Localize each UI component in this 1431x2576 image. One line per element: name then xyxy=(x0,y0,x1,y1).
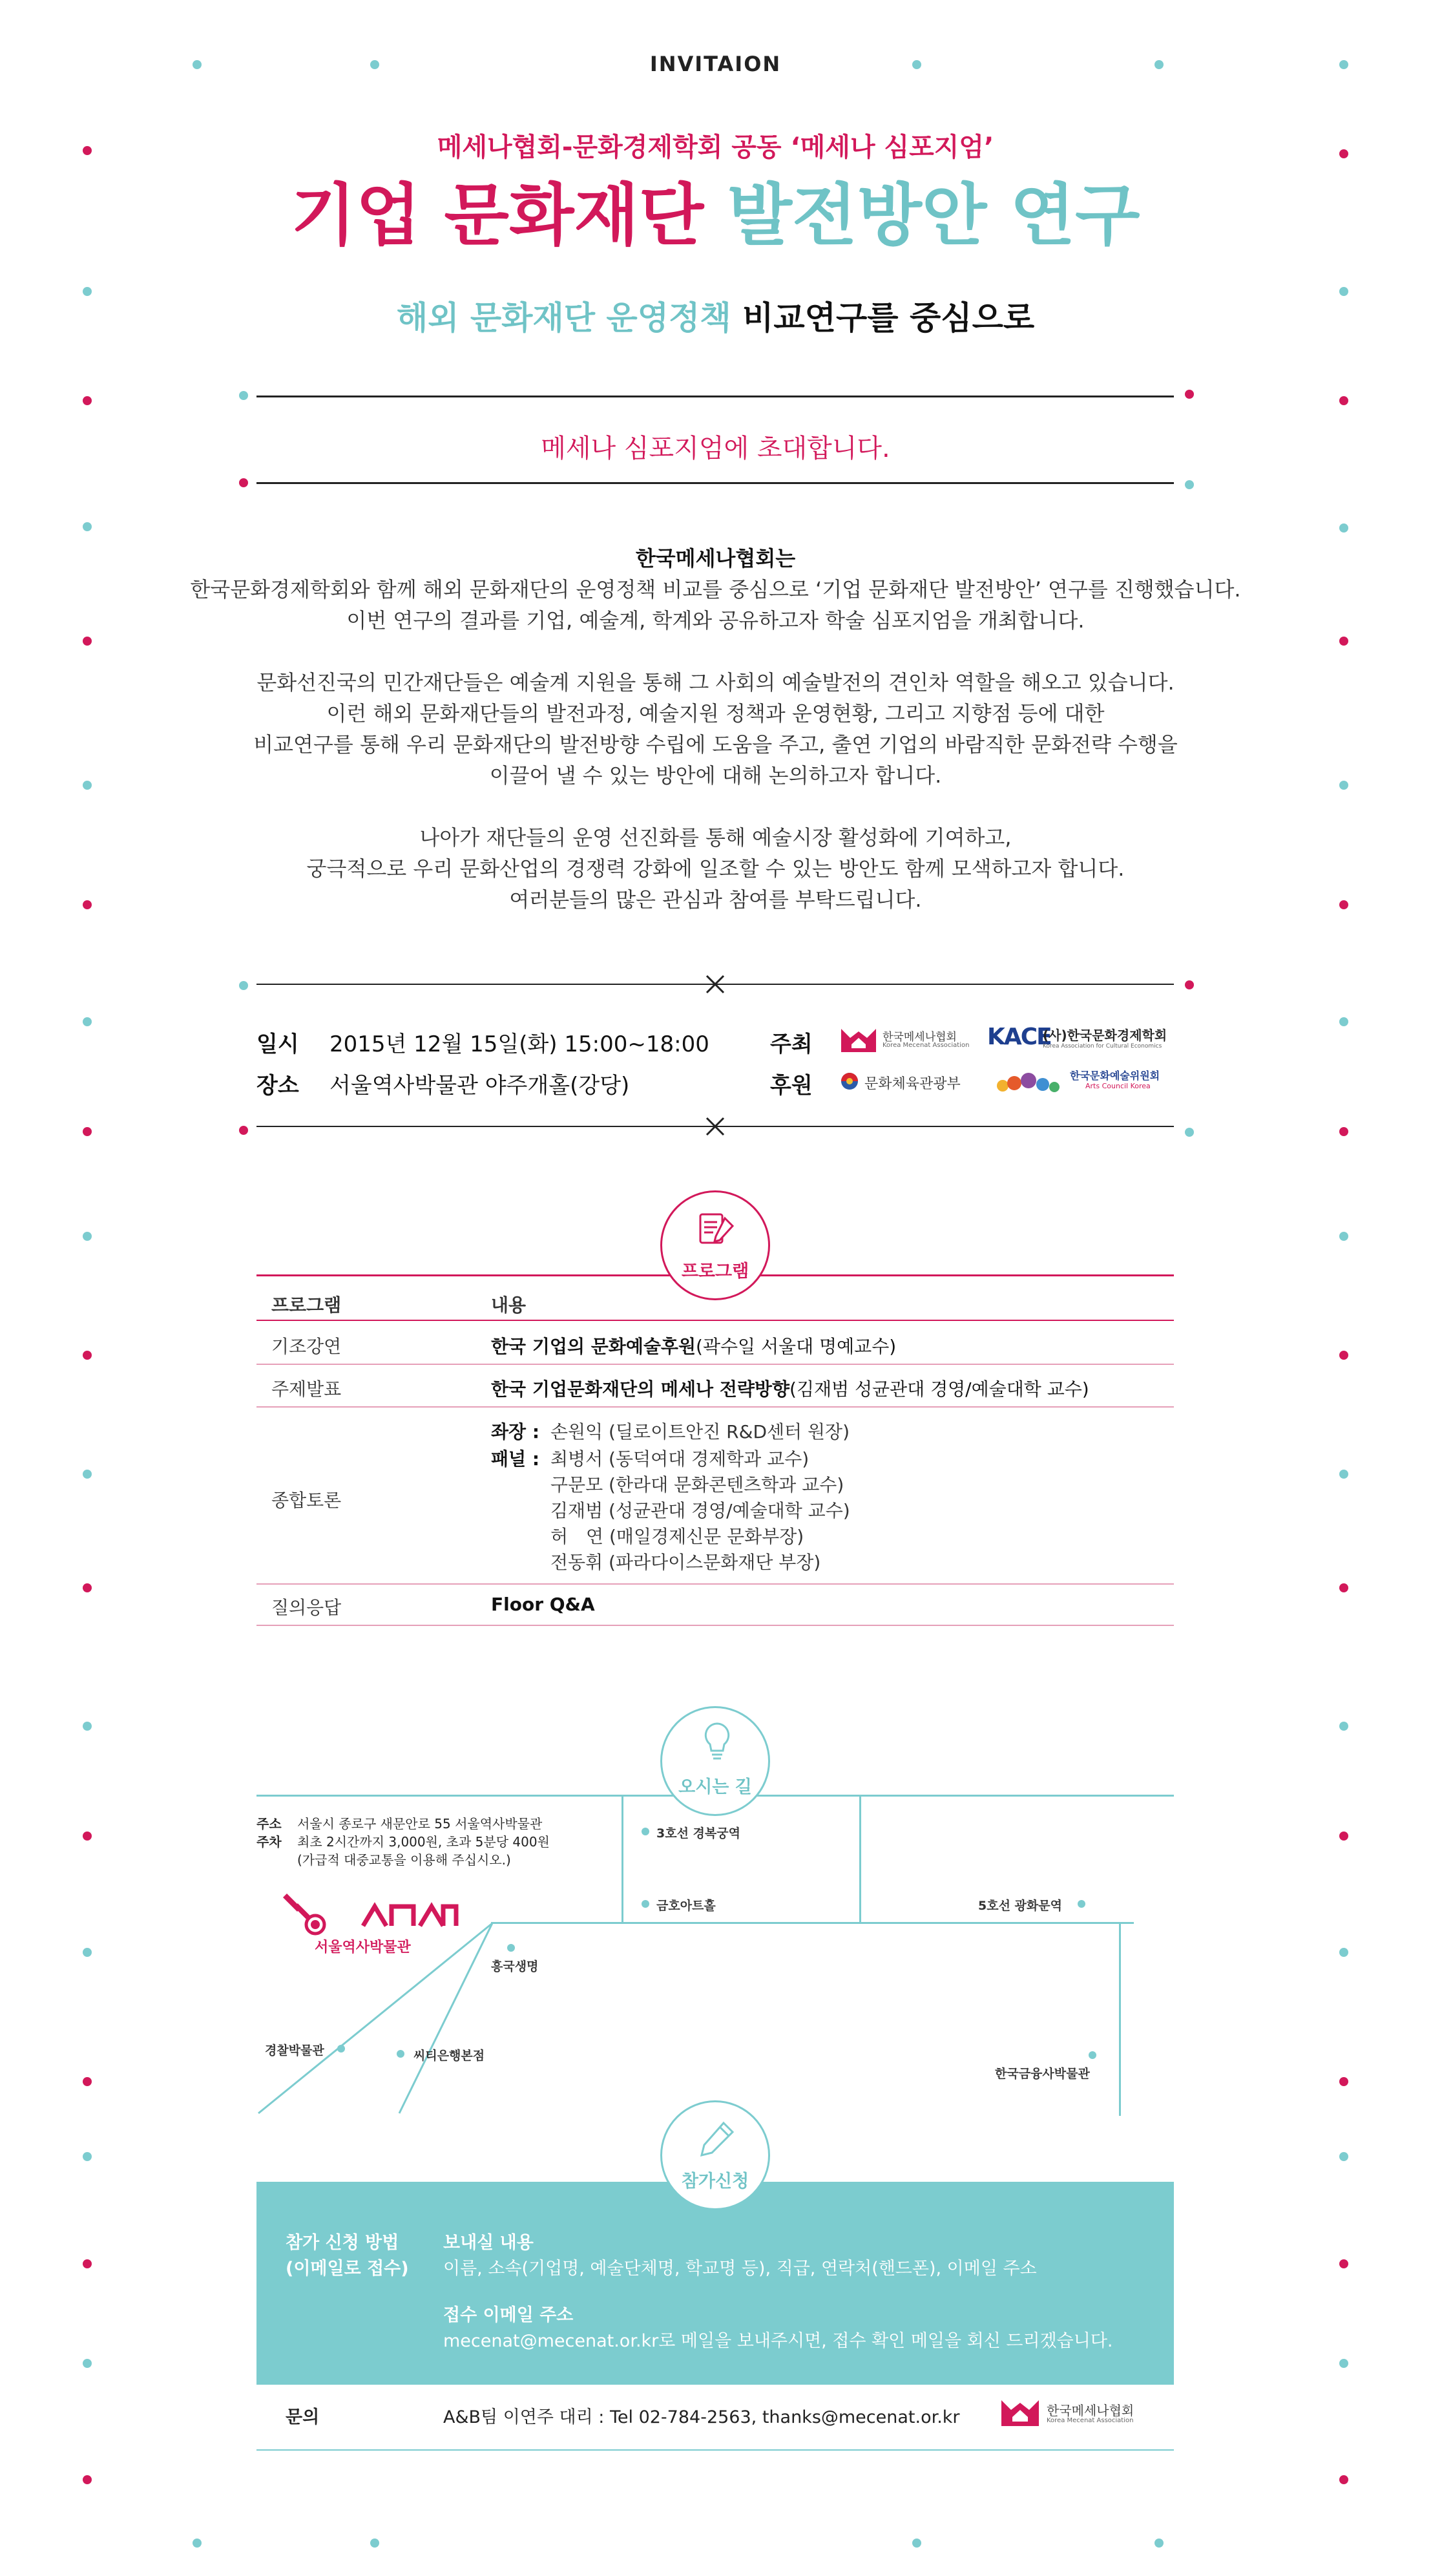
intro-text xyxy=(0,543,1431,915)
contact-label: 문의 xyxy=(286,2407,320,2427)
footer-org-name-en: Korea Mecenat Association xyxy=(1047,2417,1134,2424)
landmark-dot xyxy=(1078,1900,1085,1908)
intro-line: 이번 연구의 결과를 기업, 예술계, 학계와 공유하고자 학술 심포지엄을 개최합니다. xyxy=(346,608,1085,633)
landmark-dot xyxy=(642,1828,649,1835)
panelist: 전동휘 (파라다이스문화재단 부장) xyxy=(550,1552,821,1573)
cross-ornament-icon xyxy=(704,975,726,994)
row-divider xyxy=(256,1406,1174,1408)
landmark-dot xyxy=(642,1900,649,1908)
intro-line: 여러분들의 많은 관심과 참여를 부탁드립니다. xyxy=(509,887,922,912)
row-content-speaker: (곽수일 서울대 명예교수) xyxy=(696,1336,897,1357)
row-program-name: 기조강연 xyxy=(271,1336,342,1357)
row-divider xyxy=(256,1625,1174,1626)
page-tagline xyxy=(0,292,1431,339)
landmark-label: 경찰박물관 xyxy=(265,2043,324,2058)
intro-line: 비교연구를 통해 우리 문화재단의 발전방향 수립에 도움을 주고, 출연 기업의 바람직한 문화전략 수행을 xyxy=(253,732,1178,757)
apply-method-label: 참가 신청 방법 xyxy=(286,2233,399,2253)
landmark-dot xyxy=(507,1944,515,1952)
parking-note: (가급적 대중교통을 이용해 주십시오.) xyxy=(297,1852,511,1868)
divider xyxy=(256,396,1174,397)
row-divider xyxy=(256,1583,1174,1585)
landmark-label: 한국금융사박물관 xyxy=(995,2067,1090,2081)
landmark-label: 씨티은행본점 xyxy=(413,2049,485,2063)
address-value: 서울시 종로구 새문안로 55 서울역사박물관 xyxy=(297,1816,543,1832)
event-subtitle: 메세나협회-문화경제학회 공동 ‘메세나 심포지엄’ xyxy=(437,132,994,162)
send-content-text: 이름, 소속(기업명, 예술단체명, 학교명 등), 직급, 연락처(핸드폰), 이메일 주소 xyxy=(443,2259,1037,2279)
title-part-2: 발전방안 연구 xyxy=(727,176,1140,255)
sponsor-label: 후원 xyxy=(770,1073,813,1099)
receive-email-title: 접수 이메일 주소 xyxy=(443,2305,574,2325)
title-part-1: 기업 문화재단 xyxy=(291,176,704,255)
panelist: 구문모 (한라대 문화콘텐츠학과 교수) xyxy=(550,1474,844,1495)
row-content-title: 한국 기업의 문화예술후원 xyxy=(491,1336,696,1357)
map-road xyxy=(621,1796,623,1923)
row-content xyxy=(491,1375,1089,1401)
landmark-dot xyxy=(397,2050,404,2058)
intro-line: 한국문화경제학회와 함께 해외 문화재단의 운영정책 비교를 중심으로 ‘기업 문화재단 발전방안’ 연구를 진행했습니다. xyxy=(190,577,1241,602)
sponsor-mcst-logo xyxy=(840,1069,988,1095)
cross-ornament-icon xyxy=(704,1117,726,1136)
mecenat-logo-icon xyxy=(1000,2399,1040,2427)
row-content-speaker: (김재범 성균관대 경영/예술대학 교수) xyxy=(789,1378,1089,1400)
intro-line: 궁극적으로 우리 문화산업의 경쟁력 강화에 일조할 수 있는 방안도 함께 모색하고자 합니다. xyxy=(306,856,1125,881)
row-program-name: 주제발표 xyxy=(271,1378,342,1400)
chair-name: 손원익 (딜로이트안진 R&D센터 원장) xyxy=(550,1421,850,1442)
apply-method-sublabel: (이메일로 접수) xyxy=(286,2259,409,2279)
landmark-dot xyxy=(1089,2051,1096,2059)
map-pin-icon xyxy=(278,1888,332,1943)
landmark-label: 5호선 광화문역 xyxy=(978,1899,1062,1913)
program-col-header: 프로그램 xyxy=(271,1294,342,1316)
mecenat-logo-icon xyxy=(840,1028,877,1053)
program-badge xyxy=(660,1190,770,1300)
footer-line xyxy=(256,2449,1174,2451)
intro-line: 이런 해외 문화재단들의 발전과정, 예술지원 정책과 운영현황, 그리고 지향점 등에 대한 xyxy=(326,701,1105,726)
landmark-label: 금호아트홀 xyxy=(656,1899,716,1913)
panel-label: 패널 : xyxy=(491,1448,540,1470)
place-value: 서울역사박물관 야주개홀(강당) xyxy=(329,1073,630,1099)
row-program-name: 종합토론 xyxy=(271,1490,342,1511)
place-label: 장소 xyxy=(256,1073,299,1099)
apply-panel xyxy=(256,2182,1174,2385)
row-content-title: Floor Q&A xyxy=(491,1594,595,1615)
panelist: 김재범 (성균관대 경영/예술대학 교수) xyxy=(550,1500,850,1521)
address-label: 주소 xyxy=(256,1816,282,1832)
intro-org-name: 한국메세나협회는 xyxy=(635,546,796,571)
host-2-name: (사)한국문화경제학회 xyxy=(1043,1028,1167,1043)
host-label: 주최 xyxy=(770,1031,813,1057)
map-road xyxy=(859,1796,861,1923)
invitation-label: INVITAION xyxy=(649,52,782,76)
row-divider xyxy=(256,1364,1174,1365)
parking-value: 최초 2시간까지 3,000원, 초과 5분당 400원 xyxy=(297,1834,550,1850)
chair-label: 좌장 : xyxy=(491,1421,540,1442)
content-col-header: 내용 xyxy=(491,1294,527,1316)
apply-badge-label: 참가신청 xyxy=(681,2171,749,2191)
host-mecenat-logo xyxy=(840,1026,988,1056)
kace-logo-text: KACE xyxy=(987,1024,1051,1050)
row-content-title: 한국 기업문화재단의 메세나 전략방향 xyxy=(491,1378,790,1400)
footer-org-name: 한국메세나협회 xyxy=(1047,2403,1134,2418)
intro-line: 나아가 재단들의 운영 선진화를 통해 예술시장 활성화에 기여하고, xyxy=(419,825,1012,850)
map-road xyxy=(1119,1922,1121,2116)
panelist: 최병서 (동덕여대 경제학과 교수) xyxy=(550,1448,810,1470)
parking-label: 주차 xyxy=(256,1834,282,1850)
tagline-part-1: 해외 문화재단 운영정책 xyxy=(396,299,731,337)
row-program-name: 질의응답 xyxy=(271,1597,342,1618)
intro-line: 이끌어 낼 수 있는 방안에 대해 논의하고자 합니다. xyxy=(489,763,942,788)
divider xyxy=(256,482,1174,484)
landmark-label: 3호선 경복궁역 xyxy=(656,1826,740,1841)
sponsor-arko-logo xyxy=(995,1064,1182,1099)
landmark-label: 흥국생명 xyxy=(491,1959,539,1974)
date-value: 2015년 12월 15일(화) 15:00~18:00 xyxy=(329,1031,709,1057)
pencil-icon xyxy=(698,2119,736,2158)
landmark-dot xyxy=(337,2045,345,2053)
host-1-name-en: Korea Mecenat Association xyxy=(883,1042,970,1049)
contact-text: A&B팀 이연주 대리 : Tel 02-784-2563, thanks@mecenat.or.kr xyxy=(443,2407,960,2427)
directions-badge xyxy=(660,1706,770,1816)
sponsor-2-name: 한국문화예술위원회 xyxy=(1070,1070,1160,1082)
send-content-title: 보내실 내용 xyxy=(443,2233,534,2253)
header-underline xyxy=(256,1320,1174,1321)
sponsor-2-name-en: Arts Council Korea xyxy=(1085,1082,1151,1090)
date-label: 일시 xyxy=(256,1031,299,1057)
program-badge-label: 프로그램 xyxy=(681,1262,749,1282)
museum-label: 서울역사박물관 xyxy=(315,1939,411,1956)
sponsor-1-name: 문화체육관광부 xyxy=(864,1076,961,1092)
footer-mecenat-logo xyxy=(1000,2398,1175,2430)
host-kace-logo xyxy=(987,1024,1181,1056)
host-1-name: 한국메세나협회 xyxy=(883,1031,957,1044)
receive-email-text: mecenat@mecenat.or.kr로 메일을 보내주시면, 접수 확인 메일을 회신 드리겠습니다. xyxy=(443,2331,1113,2351)
mcst-logo-icon xyxy=(840,1072,859,1091)
page-title xyxy=(0,173,1431,257)
row-content xyxy=(491,1333,896,1358)
document-pen-icon xyxy=(696,1210,738,1251)
panelist: 허 연 (매일경제신문 문화부장) xyxy=(550,1526,804,1547)
directions-badge-label: 오시는 길 xyxy=(678,1777,752,1797)
intro-line: 문화선진국의 민간재단들은 예술계 지원을 통해 그 사회의 예술발전의 견인차 역할을 해오고 있습니다. xyxy=(256,670,1175,695)
apply-badge xyxy=(660,2100,770,2210)
lightbulb-icon xyxy=(701,1721,733,1764)
museum-logo-icon xyxy=(360,1892,459,1931)
arko-logo-icon xyxy=(995,1068,1066,1096)
map-road xyxy=(491,1922,1134,1924)
tagline-part-2: 비교연구를 중심으로 xyxy=(742,299,1035,337)
host-2-name-en: Korea Association for Cultural Economics xyxy=(1043,1043,1162,1050)
invite-banner: 메세나 심포지엄에 초대합니다. xyxy=(541,434,890,463)
